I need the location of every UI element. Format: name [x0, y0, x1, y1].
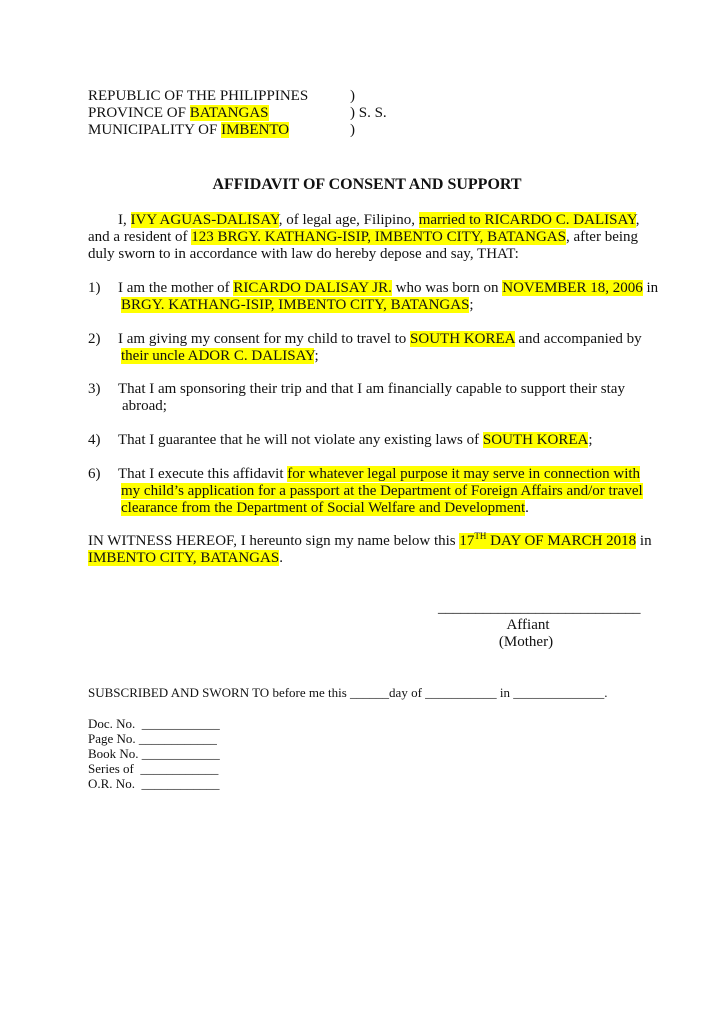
- jurat-line: SUBSCRIBED AND SWORN TO before me this ______day of ___________ in ______________.: [88, 685, 608, 700]
- intro-line-1: I, IVY AGUAS-DALISAY, of legal age, Filipino, married to RICARDO C. DALISAY,: [118, 212, 640, 228]
- item-1-line-1: I am the mother of RICARDO DALISAY JR. who was born on NOVEMBER 18, 2006 in: [118, 280, 659, 296]
- purpose-part-2: my child’s application for a passport at the Department of Foreign Affairs and/or travel: [121, 483, 643, 499]
- municipality-value: IMBENTO: [221, 122, 290, 138]
- residence-address: 123 BRGY. KATHANG-ISIP, IMBENTO CITY, BATANGAS: [191, 229, 566, 245]
- signature-line: ___________________________: [438, 600, 641, 616]
- purpose-part-3: clearance from the Department of Social Welfare and Development: [121, 500, 526, 516]
- item-3-number: 3): [88, 381, 101, 397]
- affiant-name: IVY AGUAS-DALISAY: [130, 212, 279, 228]
- notary-or-no: O.R. No. ____________: [88, 776, 220, 791]
- item-2-line-2: their uncle ADOR C. DALISAY;: [121, 348, 319, 364]
- witness-line-1: IN WITNESS HEREOF, I hereunto sign my name below this 17TH DAY OF MARCH 2018 in: [88, 531, 652, 549]
- item-4-number: 4): [88, 432, 101, 448]
- laws-country: SOUTH KOREA: [482, 432, 589, 448]
- witness-date: 17TH DAY OF MARCH 2018: [459, 531, 637, 549]
- province-value: BATANGAS: [189, 105, 269, 121]
- notary-doc-no: Doc. No. ____________: [88, 716, 220, 731]
- item-3-line-1: That I am sponsoring their trip and that I am financially capable to support their stay: [118, 381, 625, 397]
- header-republic: REPUBLIC OF THE PHILIPPINES: [88, 88, 309, 104]
- child-name: RICARDO DALISAY JR.: [233, 280, 392, 296]
- document-title: AFFIDAVIT OF CONSENT AND SUPPORT: [212, 176, 522, 193]
- item-4-line-1: That I guarantee that he will not violate any existing laws of SOUTH KOREA;: [118, 432, 593, 448]
- intro-line-3: duly sworn to in accordance with law do hereby depose and say, THAT:: [88, 246, 519, 262]
- intro-line-2: and a resident of 123 BRGY. KATHANG-ISIP, IMBENTO CITY, BATANGAS, after being: [88, 229, 639, 245]
- item-2-number: 2): [88, 331, 101, 347]
- item-3-line-2: abroad;: [122, 398, 167, 414]
- signature-label-relation: (Mother): [498, 634, 554, 650]
- item-6-line-1: That I execute this affidavit for whatever legal purpose it may serve in connection with: [118, 466, 641, 482]
- header-municipality: MUNICIPALITY OF IMBENTO: [88, 122, 290, 138]
- item-6-number: 6): [88, 466, 101, 482]
- child-birthdate: NOVEMBER 18, 2006: [502, 280, 643, 296]
- notary-page-no: Page No. ____________: [88, 731, 217, 746]
- header-paren-1: ): [350, 88, 355, 104]
- companion-name: their uncle ADOR C. DALISAY: [121, 348, 315, 364]
- item-6-line-2: [121, 483, 643, 500]
- married-to: married to RICARDO C. DALISAY: [418, 212, 636, 228]
- signature-label-affiant: Affiant: [506, 617, 550, 633]
- item-6-line-3: clearance from the Department of Social Welfare and Development.: [121, 500, 529, 516]
- birth-place: BRGY. KATHANG-ISIP, IMBENTO CITY, BATANGAS: [121, 297, 470, 313]
- item-1-number: 1): [88, 280, 101, 296]
- header-ss: ) S. S.: [350, 105, 387, 121]
- item-2-line-1: I am giving my consent for my child to travel to SOUTH KOREA and accompanied by: [118, 331, 642, 347]
- witness-line-2: IMBENTO CITY, BATANGAS.: [88, 550, 283, 566]
- header-province: PROVINCE OF BATANGAS: [88, 105, 269, 121]
- notary-book-no: Book No. ____________: [88, 746, 220, 761]
- witness-place: IMBENTO CITY, BATANGAS: [88, 550, 280, 566]
- travel-destination: SOUTH KOREA: [410, 331, 515, 347]
- purpose-part-1: for whatever legal purpose it may serve in connection with: [287, 466, 641, 482]
- header-paren-3: ): [350, 122, 355, 138]
- item-1-line-2: BRGY. KATHANG-ISIP, IMBENTO CITY, BATANGAS;: [121, 297, 474, 313]
- notary-series-of: Series of ____________: [88, 761, 219, 776]
